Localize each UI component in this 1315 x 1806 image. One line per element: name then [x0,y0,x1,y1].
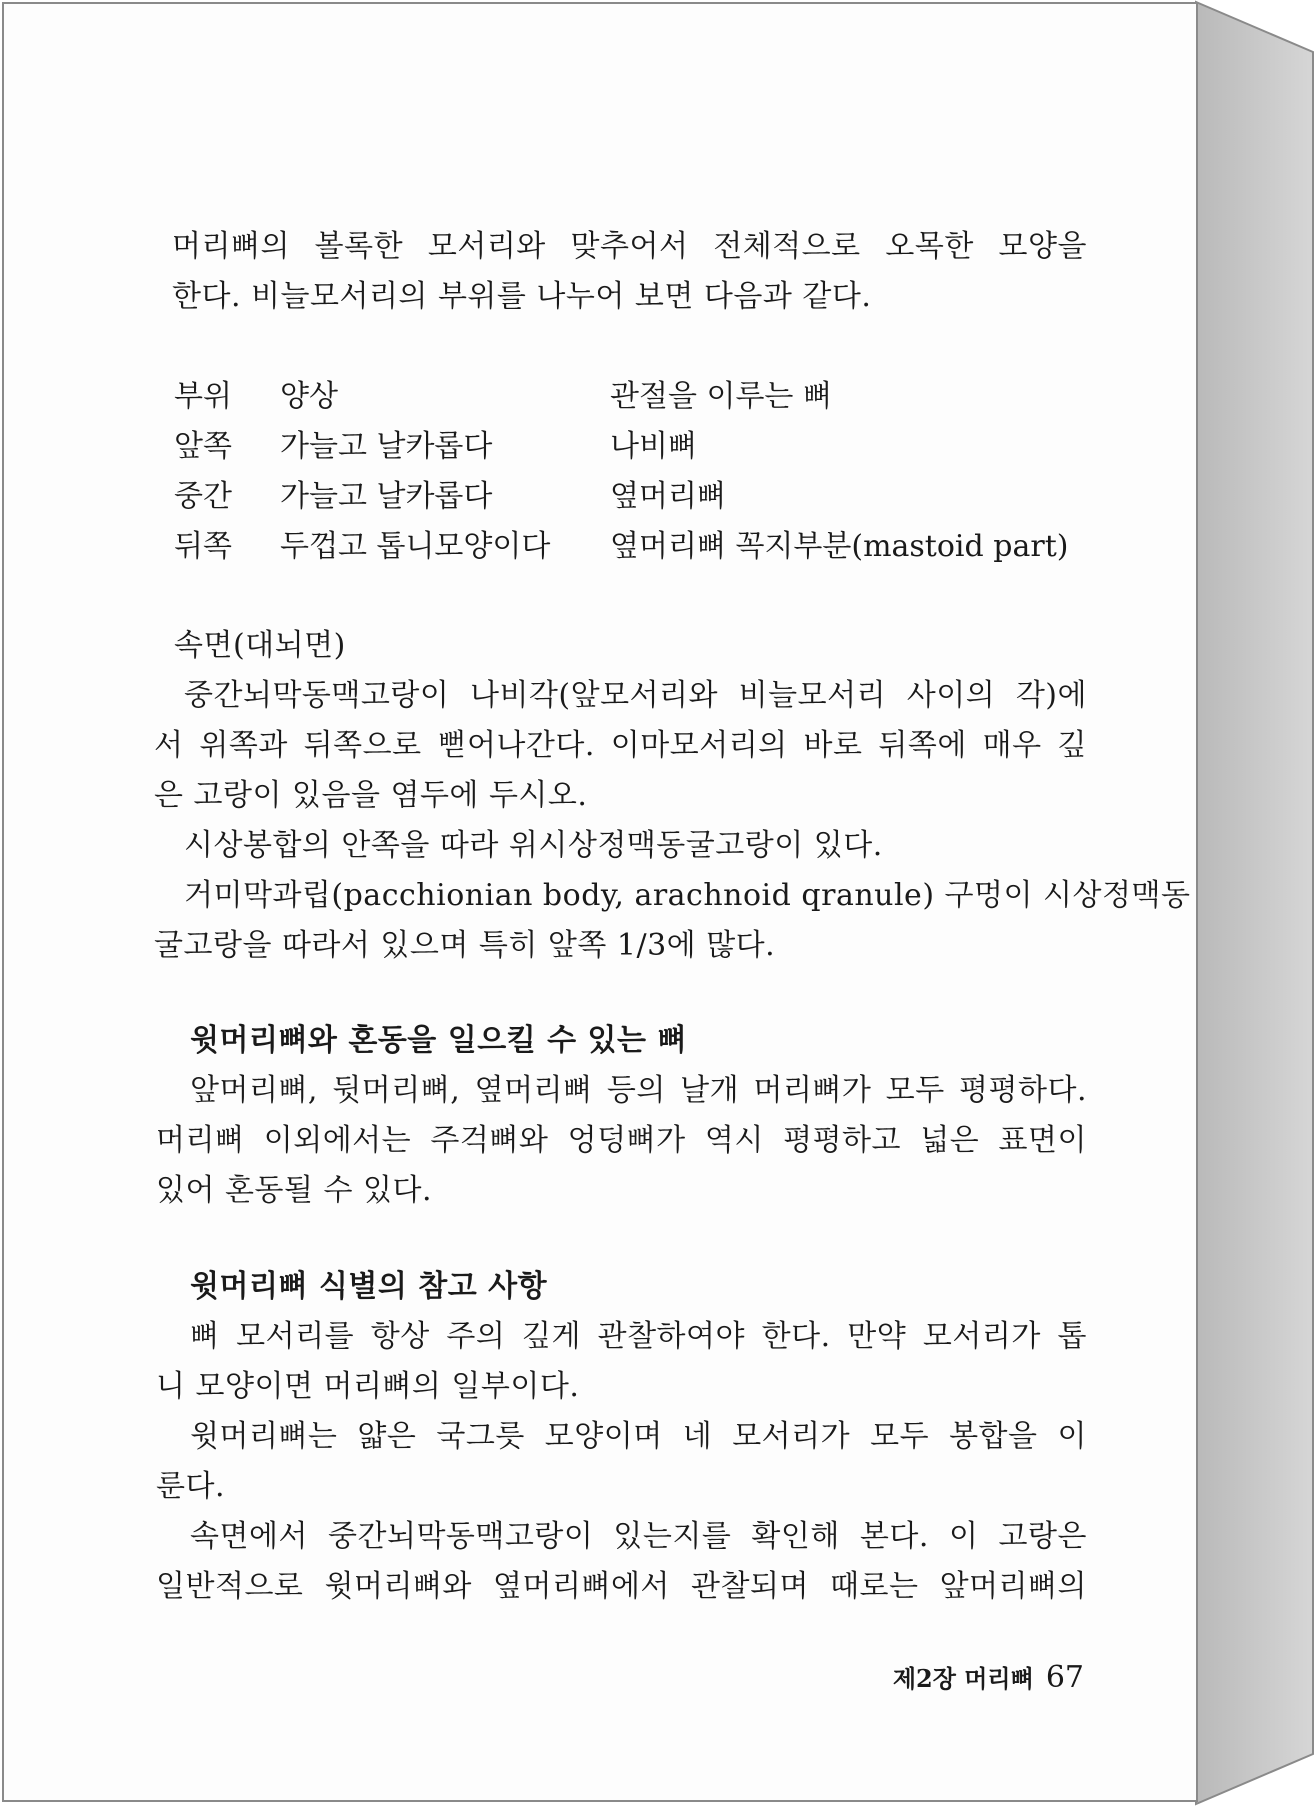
intro-line-2: 한다. 비늘모서리의 부위를 나누어 보면 다음과 같다. [172,279,872,314]
table-header-part: 부위 [174,379,232,414]
ident-line-2: 니 모양이면 머리뼈의 일부이다. [156,1369,580,1404]
table-header-joint: 관절을 이루는 뼈 [610,379,832,414]
inner-line-4: 시상봉합의 안쪽을 따라 위시상정맥동굴고랑이 있다. [184,828,883,863]
table-cell: 옆머리뼈 [610,479,726,514]
section-heading-identification: 윗머리뼈 식별의 참고 사항 [190,1269,548,1304]
confusion-line-3: 있어 혼동될 수 있다. [156,1173,432,1208]
ident-line-6: 일반적으로 윗머리뼈와 옆머리뼈에서 관찰되며 때로는 앞머리뼈의 [156,1569,1087,1604]
page-footer [893,1662,1084,1695]
table-cell: 가늘고 날카롭다 [280,429,493,464]
ident-line-1: 뼈 모서리를 항상 주의 깊게 관찰하여야 한다. 만약 모서리가 톱 [190,1319,1087,1354]
inner-line-6: 굴고랑을 따라서 있으며 특히 앞쪽 1/3에 많다. [154,928,776,963]
confusion-line-2: 머리뼈 이외에서는 주걱뼈와 엉덩뼈가 역시 평평하고 넓은 표면이 [156,1123,1087,1158]
table-cell: 뒤쪽 [174,529,232,564]
table-cell: 가늘고 날카롭다 [280,479,493,514]
intro-line-1: 머리뼈의 볼록한 모서리와 맞추어서 전체적으로 오목한 모양을 [172,229,1087,264]
section-heading-inner-surface: 속면(대뇌면) [174,628,346,663]
page-number: 67 [1045,1660,1084,1695]
table-cell: 두껍고 톱니모양이다 [280,529,551,564]
inner-line-2: 서 위쪽과 뒤쪽으로 뻗어나간다. 이마모서리의 바로 뒤쪽에 매우 깊 [154,728,1087,763]
table-cell: 나비뼈 [610,429,697,464]
ident-line-4: 룬다. [156,1469,225,1504]
table-cell: 옆머리뼈 꼭지부분(mastoid part) [610,529,1069,564]
table-cell: 앞쪽 [174,429,232,464]
ident-line-3: 윗머리뼈는 얇은 국그릇 모양이며 네 모서리가 모두 봉합을 이 [190,1419,1087,1454]
inner-line-1: 중간뇌막동맥고랑이 나비각(앞모서리와 비늘모서리 사이의 각)에 [184,678,1087,713]
table-header-shape: 양상 [280,379,338,414]
footer-chapter: 제2장 머리뼈 [892,1664,1034,1693]
inner-line-3: 은 고랑이 있음을 염두에 두시오. [154,778,588,813]
confusion-line-1: 앞머리뼈, 뒷머리뼈, 옆머리뼈 등의 날개 머리뼈가 모두 평평하다. [190,1073,1087,1108]
section-heading-confusion: 윗머리뼈와 혼동을 일으킬 수 있는 뼈 [190,1023,687,1058]
ident-line-5: 속면에서 중간뇌막동맥고랑이 있는지를 확인해 본다. 이 고랑은 [190,1519,1087,1554]
book-page [2,2,1198,1802]
inner-line-5: 거미막과립(pacchionian body, arachnoid qranule) 구멍이 시상정맥동 [184,878,1191,913]
table-cell: 중간 [174,479,232,514]
